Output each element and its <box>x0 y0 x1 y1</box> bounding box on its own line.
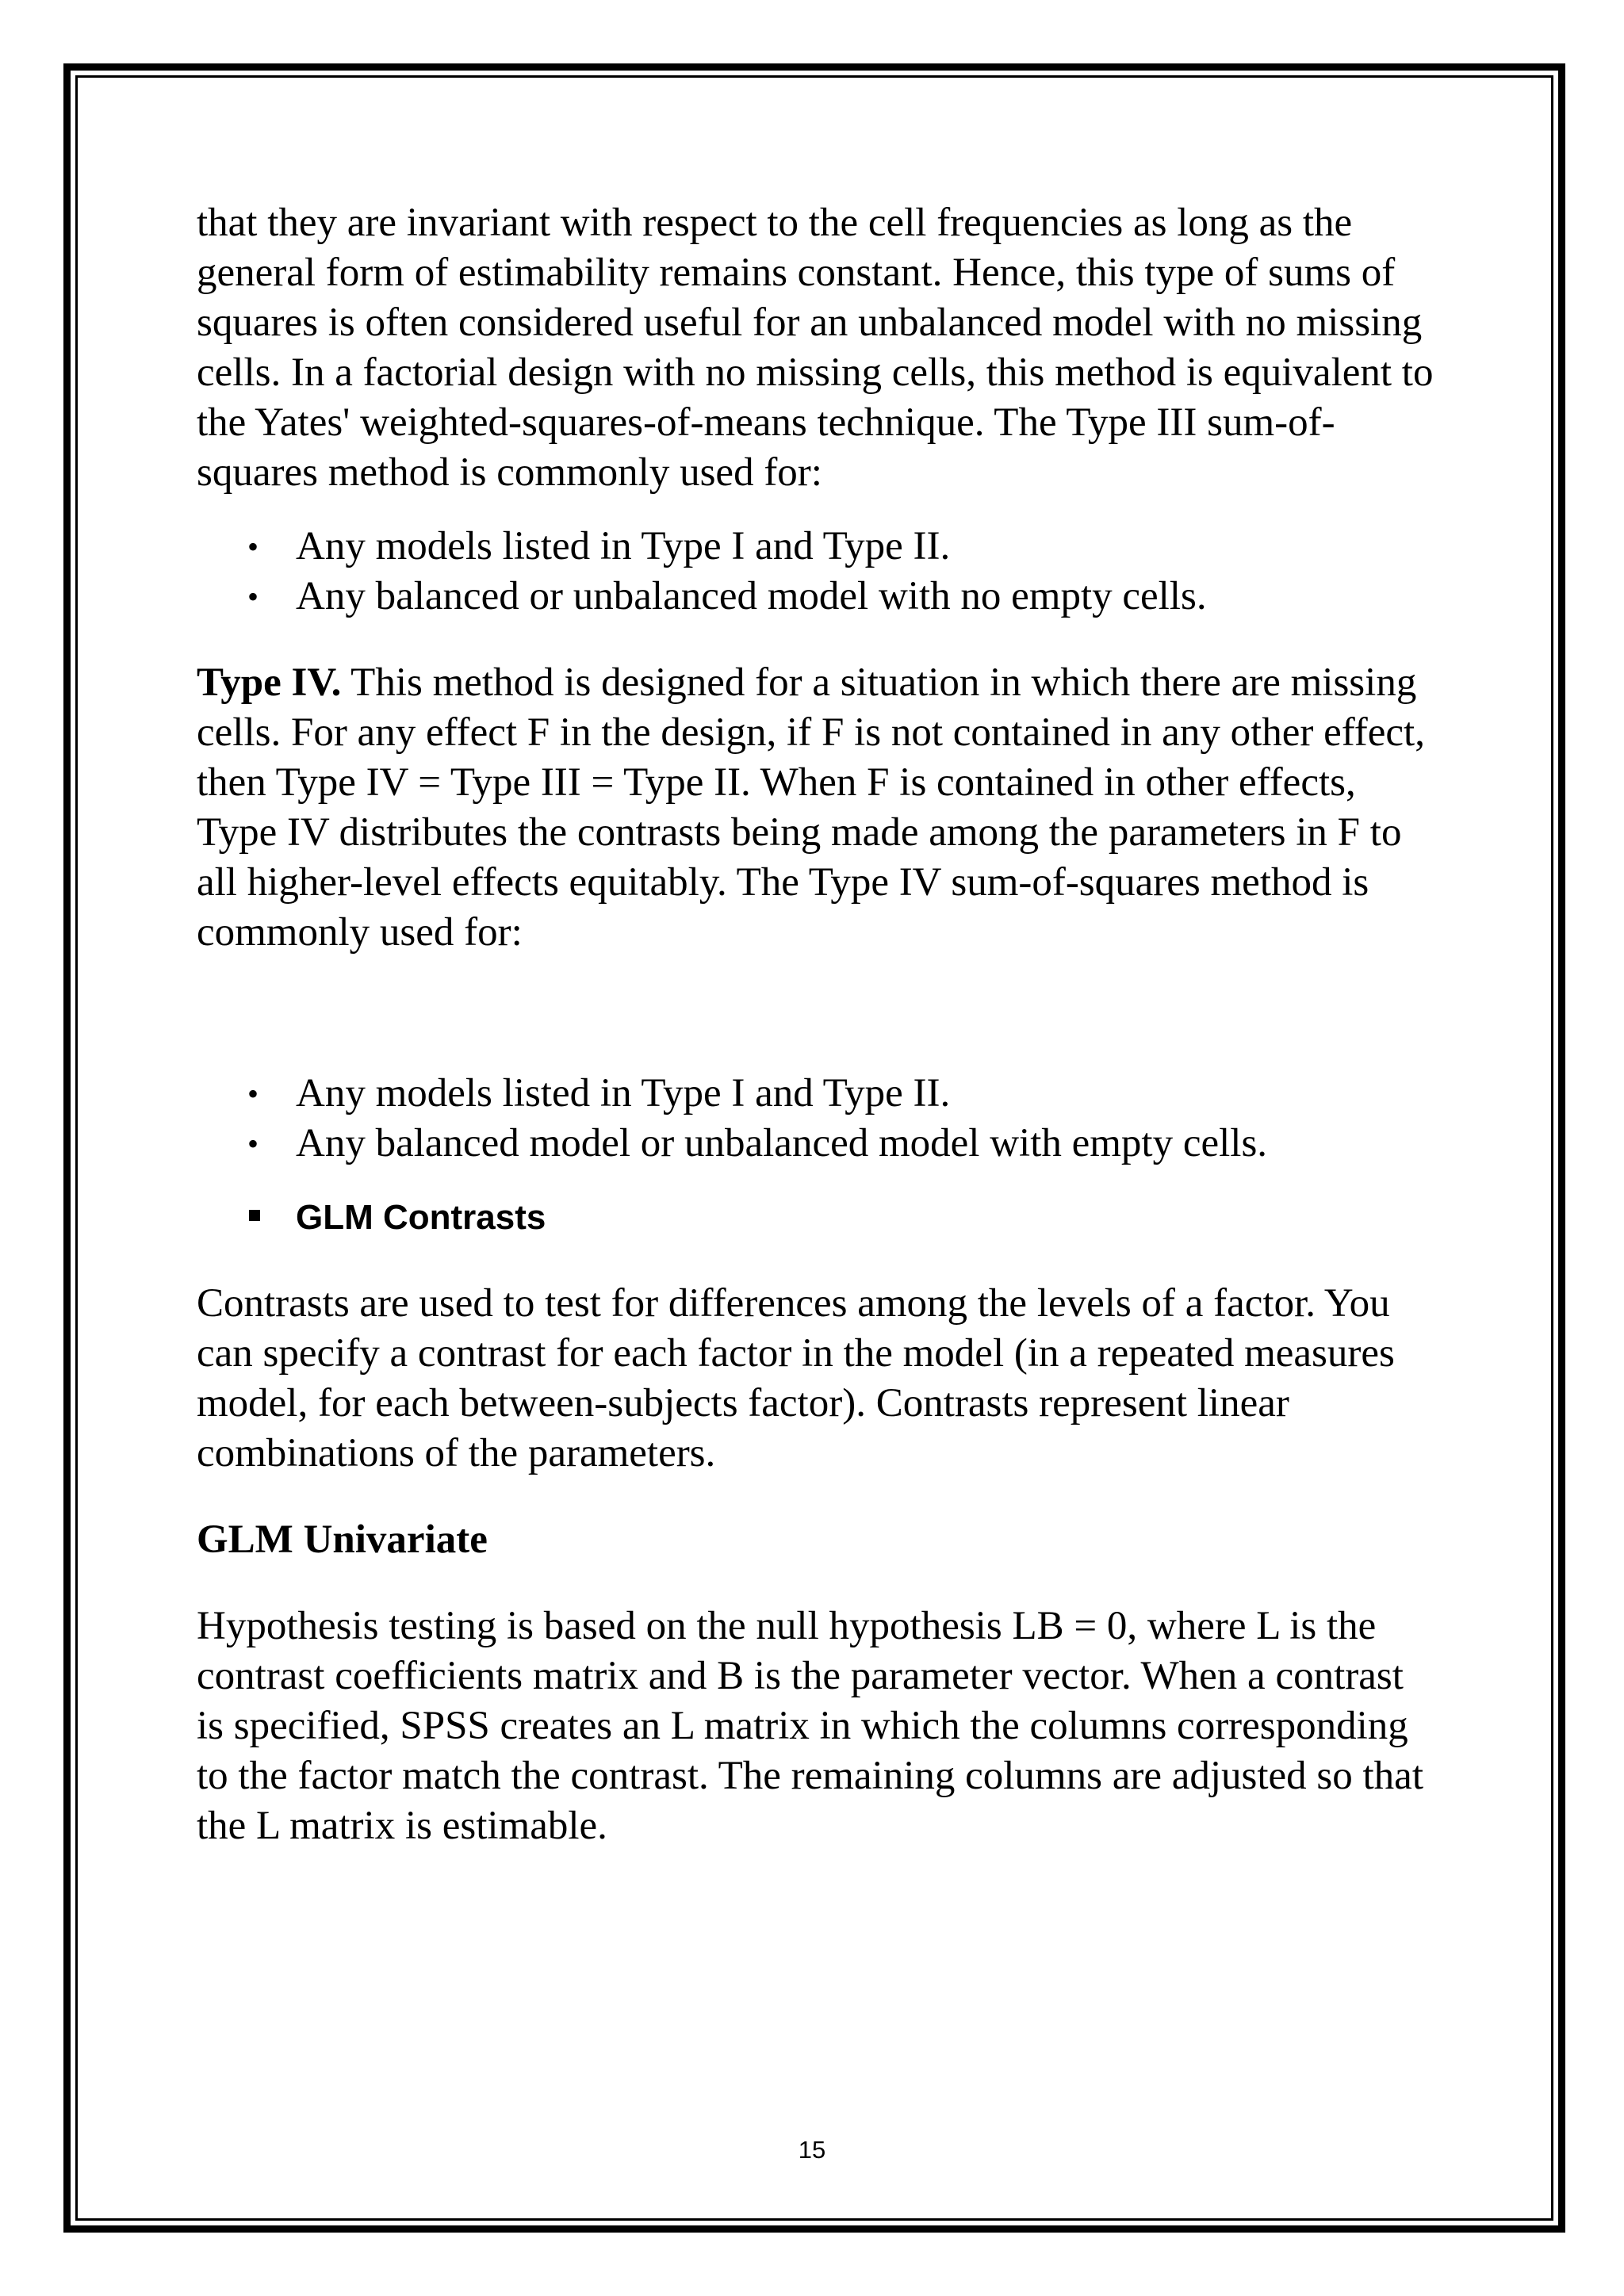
bullet-icon: • <box>247 579 259 614</box>
list-item-text: Any models listed in Type I and Type II. <box>296 1071 951 1115</box>
list-item <box>197 522 1434 572</box>
bullet-icon: • <box>247 529 259 564</box>
type-iv-label: Type IV. <box>197 660 342 705</box>
paragraph-type-iv <box>197 658 1434 958</box>
list-item <box>197 1069 1434 1119</box>
bullet-icon: • <box>247 1076 259 1112</box>
type-iii-use-list <box>197 522 1434 622</box>
page-number: 15 <box>798 2136 826 2164</box>
type-iv-use-list <box>197 1069 1434 1169</box>
section-heading-text: GLM Contrasts <box>296 1198 546 1237</box>
list-item-text: Any balanced model or unbalanced model with empty cells. <box>296 1121 1268 1165</box>
type-iv-text: This method is designed for a situation in which there are missing cells. For any effect F in the design, if F is not contained in any other effect, then Type IV = Type III = Type II. When F is contained in other effects, Type IV distributes the contrasts being made among the parameters in F to all higher-level effects equitably. The Type IV sum-of-squares method is commonly used for: <box>197 660 1425 955</box>
square-bullet-icon <box>249 1210 260 1221</box>
paragraph-contrasts: Contrasts are used to test for differences among the levels of a factor. You can specify a contrast for each factor in the model (in a repeated measures model, for each between-subjects factor). Contrasts represent linear combinations of the parameters. <box>197 1281 1395 1475</box>
list-item <box>197 1119 1434 1169</box>
list-item-text: Any models listed in Type I and Type II. <box>296 524 951 568</box>
heading-glm-univariate: GLM Univariate <box>197 1517 488 1562</box>
list-item-text: Any balanced or unbalanced model with no empty cells. <box>296 574 1207 618</box>
page-content <box>197 198 1434 1851</box>
bullet-icon: • <box>247 1126 259 1161</box>
paragraph-type-iii: that they are invariant with respect to the cell frequencies as long as the general form of estimability remains constant. Hence, this type of sums of squares is often considered useful for an unbalanced model with no missing cells. In a factorial design with no missing cells, this method is equivalent to the Yates' weighted-squares-of-means technique. The Type III sum-of-squares method is commonly used for: <box>197 201 1434 495</box>
list-item <box>197 572 1434 622</box>
paragraph-hypothesis: Hypothesis testing is based on the null hypothesis LB = 0, where L is the contrast coefficients matrix and B is the parameter vector. When a contrast is specified, SPSS creates an L matrix in which the columns corresponding to the factor match the contrast. The remaining columns are adjusted so that the L matrix is estimable. <box>197 1604 1423 1848</box>
section-heading-glm-contrasts <box>197 1192 1434 1242</box>
